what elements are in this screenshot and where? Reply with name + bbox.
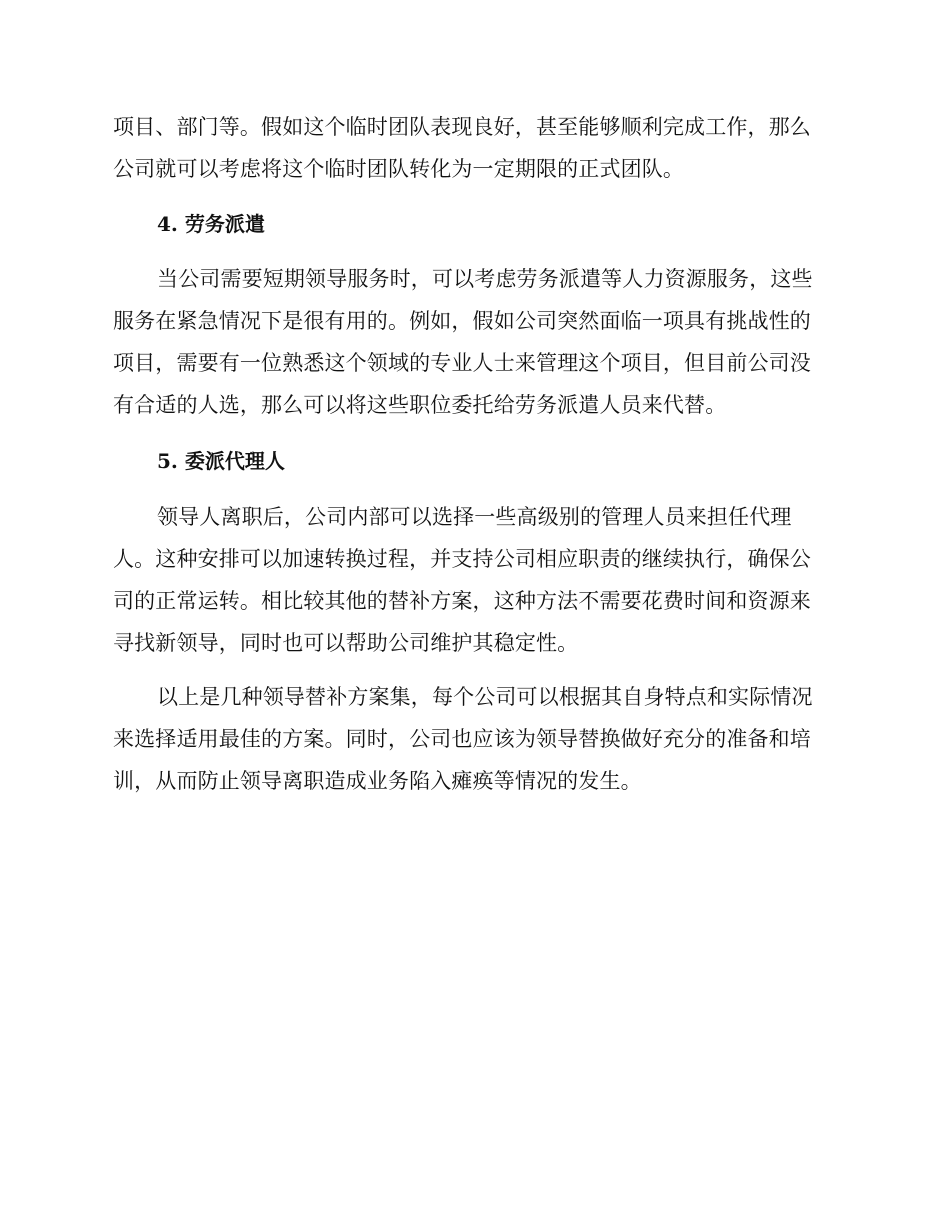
paragraph-line: 司的正常运转。相比较其他的替补方案，这种方法不需要花费时间和资源来: [113, 589, 811, 613]
paragraph-line: 当公司需要短期领导服务时，可以考虑劳务派遣等人力资源服务，这些: [157, 267, 813, 291]
paragraph-line: 人。这种安排可以加速转换过程，并支持公司相应职责的继续执行，确保公: [113, 547, 811, 571]
paragraph-line: 领导人离职后，公司内部可以选择一些高级别的管理人员来担任代理: [157, 505, 792, 529]
paragraph-line: 公司就可以考虑将这个临时团队转化为一定期限的正式团队。: [113, 157, 685, 181]
paragraph-line: 来选择适用最佳的方案。同时，公司也应该为领导替换做好充分的准备和培: [113, 727, 811, 751]
paragraph-line: 服务在紧急情况下是很有用的。例如，假如公司突然面临一项具有挑战性的: [113, 309, 811, 333]
paragraph-line: 项目、部门等。假如这个临时团队表现良好，甚至能够顺利完成工作，那么: [113, 115, 811, 139]
paragraph-line: 训，从而防止领导离职造成业务陷入瘫痪等情况的发生。: [113, 769, 642, 793]
paragraph-line: 以上是几种领导替补方案集，每个公司可以根据其自身特点和实际情况: [157, 685, 813, 709]
paragraph-line: 项目，需要有一位熟悉这个领域的专业人士来管理这个项目，但目前公司没: [113, 351, 811, 375]
paragraph-line: 有合适的人选，那么可以将这些职位委托给劳务派遣人员来代替。: [113, 393, 727, 417]
section-heading-5: 5. 委派代理人: [157, 449, 285, 473]
paragraph-line: 寻找新领导，同时也可以帮助公司维护其稳定性。: [113, 631, 579, 655]
section-heading-4: 4. 劳务派遣: [157, 212, 265, 236]
